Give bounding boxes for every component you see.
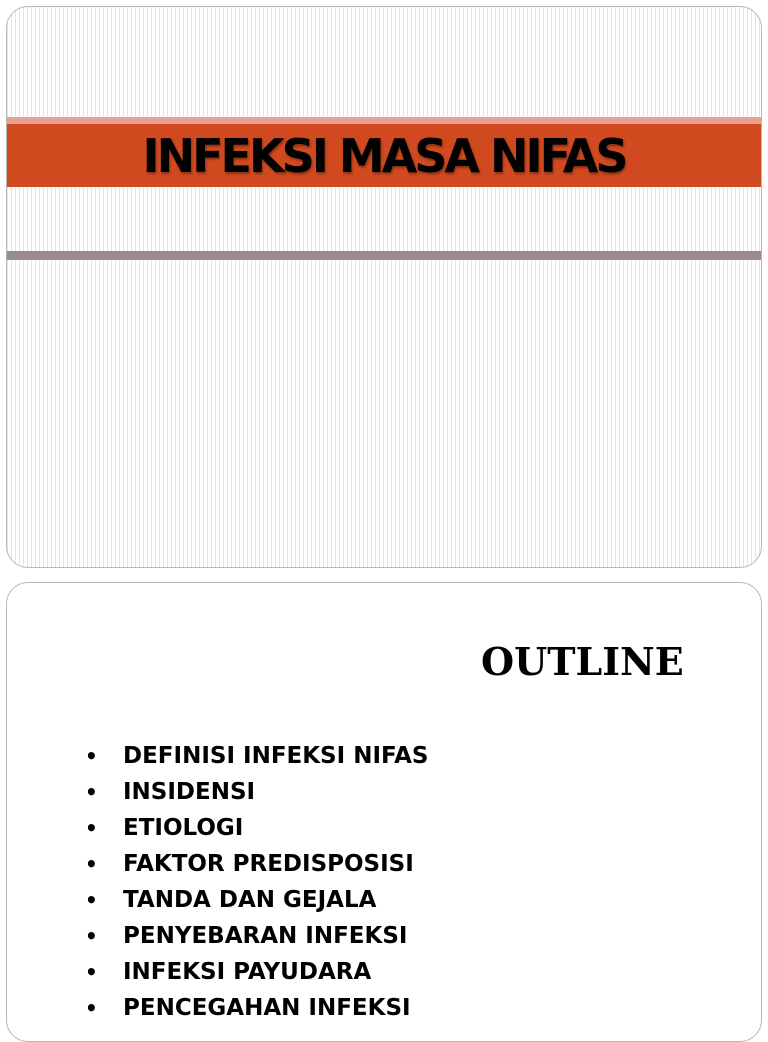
bullet-icon: • xyxy=(85,744,98,768)
list-item-label: INSIDENSI xyxy=(123,779,256,805)
list-item xyxy=(81,774,428,810)
list-item-label: PENYEBARAN INFEKSI xyxy=(123,923,408,949)
list-item xyxy=(81,990,428,1026)
list-item xyxy=(81,954,428,990)
list-item xyxy=(81,882,428,918)
list-item xyxy=(81,918,428,954)
list-item-label: ETIOLOGI xyxy=(123,815,244,841)
bullet-icon: • xyxy=(85,852,98,876)
bullet-icon: • xyxy=(85,960,98,984)
bullet-icon: • xyxy=(85,924,98,948)
list-item-label: TANDA DAN GEJALA xyxy=(123,887,377,913)
list-item xyxy=(81,738,428,774)
bullet-icon: • xyxy=(85,780,98,804)
bullet-icon: • xyxy=(85,996,98,1020)
list-item-label: FAKTOR PREDISPOSISI xyxy=(123,851,414,877)
list-item-label: INFEKSI PAYUDARA xyxy=(123,959,372,985)
list-item-label: PENCEGAHAN INFEKSI xyxy=(123,995,411,1021)
outline-heading: OUTLINE xyxy=(481,639,684,684)
title-slide xyxy=(6,6,762,568)
divider-rule xyxy=(7,251,761,260)
outline-slide xyxy=(6,582,762,1042)
title-band-top-stripe xyxy=(7,117,761,124)
slide-title: INFEKSI MASA NIFAS xyxy=(142,128,626,183)
bullet-icon: • xyxy=(85,816,98,840)
list-item xyxy=(81,810,428,846)
list-item-label: DEFINISI INFEKSI NIFAS xyxy=(123,743,429,769)
list-item xyxy=(81,846,428,882)
title-band xyxy=(7,124,761,187)
outline-list xyxy=(81,738,428,1026)
bullet-icon: • xyxy=(85,888,98,912)
